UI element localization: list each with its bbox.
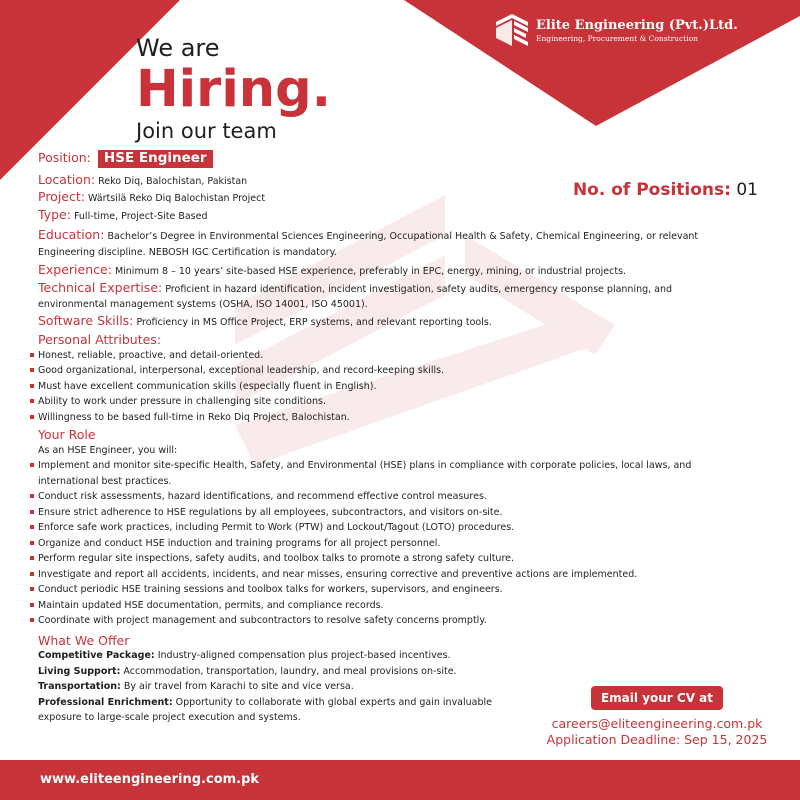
positions-label: No. of Positions: — [572, 180, 731, 200]
technical-label: Technical Expertise: — [38, 279, 163, 295]
list-item: Conduct risk assessments, hazard identifications, and recommend effective control measures. — [38, 489, 738, 505]
list-item: Coordinate with project management and subcontractors to resolve safety concerns promptly. — [38, 613, 738, 629]
location-value: Reko Diq, Balochistan, Pakistan — [98, 175, 248, 187]
position-label: Position: — [38, 150, 91, 165]
email-cv-button[interactable]: Email your CV at — [591, 686, 723, 710]
offer-label: Competitive Package: — [38, 650, 155, 661]
type-value: Full-time, Project-Site Based — [73, 210, 208, 222]
offer-text: Accommodation, transportation, laundry, and meal provisions on-site. — [123, 665, 457, 677]
apply-block — [546, 686, 768, 747]
headline-hiring: Hiring. — [136, 60, 331, 119]
project-label: Project: — [38, 189, 85, 204]
headline-we-are: We are — [136, 34, 220, 62]
list-item: Organize and conduct HSE induction and training programs for all project personnel. — [38, 536, 738, 552]
offer-label: Professional Enrichment: — [38, 696, 173, 708]
list-item: Perform regular site inspections, safety audits, and toolbox talks to promote a strong safety culture. — [38, 551, 738, 567]
positions-value: 01 — [736, 180, 758, 200]
role-title: Your Role — [38, 427, 96, 442]
list-item: Must have excellent communication skills (especially fluent in English). — [38, 379, 738, 395]
attributes-title: Personal Attributes: — [38, 332, 162, 347]
offer-text: Opportunity to collaborate with global experts and gain invaluable exposure to large-scale project execution and systems. — [38, 696, 493, 723]
attributes-list — [38, 348, 738, 426]
logo-mark-icon — [494, 12, 530, 48]
list-item: Good organizational, interpersonal, exceptional leadership, and record-keeping skills. — [38, 363, 738, 379]
job-details — [38, 150, 738, 726]
software-value: Proficiency in MS Office Project, ERP systems, and relevant reporting tools. — [136, 316, 492, 328]
application-deadline: Application Deadline: Sep 15, 2025 — [546, 732, 768, 747]
list-item: Implement and monitor site-specific Health, Safety, and Environmental (HSE) plans in compliance with corporate policies, local laws, and international best practices. — [38, 458, 738, 489]
offer-item — [38, 648, 518, 664]
company-name: Elite Engineering (Pvt.)Ltd. — [536, 17, 738, 33]
careers-email-link[interactable]: careers@eliteengineering.com.pk — [551, 716, 763, 731]
list-item: Ability to work under pressure in challenging site conditions. — [38, 394, 738, 410]
project-value: Wärtsilä Reko Diq Balochistan Project — [88, 193, 266, 204]
experience-label: Experience: — [38, 262, 112, 277]
offer-item — [38, 679, 518, 695]
offer-item — [38, 695, 518, 726]
offer-label: Living Support: — [38, 665, 121, 677]
list-item: Ensure strict adherence to HSE regulations by all employees, subcontractors, and visitors on-site. — [38, 505, 738, 521]
headline — [136, 34, 331, 144]
list-item: Honest, reliable, proactive, and detail-oriented. — [38, 348, 738, 364]
offer-label: Transportation: — [38, 681, 121, 692]
company-logo — [494, 12, 738, 48]
offer-item — [38, 664, 518, 680]
type-label: Type: — [38, 206, 71, 222]
offer-title: What We Offer — [38, 632, 130, 648]
role-list — [38, 458, 738, 629]
technical-value: Proficient in hazard identification, incident investigation, safety audits, emergency response planning, and environmental management systems (OSHA, ISO 14001, ISO 45001). — [38, 283, 673, 310]
list-item: Investigate and report all accidents, incidents, and near misses, ensuring corrective and preventive actions are implemented. — [38, 567, 738, 583]
headline-join: Join our team — [136, 119, 277, 143]
offer-text: Industry-aligned compensation plus project-based incentives. — [157, 650, 451, 661]
footer-bar — [0, 760, 800, 800]
website-link[interactable]: www.eliteengineering.com.pk — [40, 772, 260, 787]
location-label: Location: — [38, 171, 96, 187]
education-label: Education: — [38, 227, 105, 242]
experience-value: Minimum 8 – 10 years’ site-based HSE experience, preferably in EPC, energy, mining, or industrial projects. — [114, 266, 627, 277]
list-item: Willingness to be based full-time in Reko Diq Project, Balochistan. — [38, 410, 738, 426]
role-intro: As an HSE Engineer, you will: — [38, 444, 178, 456]
position-title: HSE Engineer — [98, 150, 213, 168]
education-value: Bachelor’s Degree in Environmental Sciences Engineering, Occupational Health & Safety, Chemical Engineering, or relevant Engineering discipline. NEBOSH IGC Certification is mandatory. — [38, 231, 699, 258]
software-label: Software Skills: — [38, 312, 134, 328]
offer-list — [38, 648, 518, 726]
offer-text: By air travel from Karachi to site and vice versa. — [123, 681, 354, 692]
list-item: Enforce safe work practices, including Permit to Work (PTW) and Lockout/Tagout (LOTO) procedures. — [38, 520, 738, 536]
company-tagline: Engineering, Procurement & Construction — [536, 33, 698, 43]
list-item: Conduct periodic HSE training sessions and toolbox talks for workers, supervisors, and engineers. — [38, 582, 738, 598]
list-item: Maintain updated HSE documentation, permits, and compliance records. — [38, 598, 738, 614]
